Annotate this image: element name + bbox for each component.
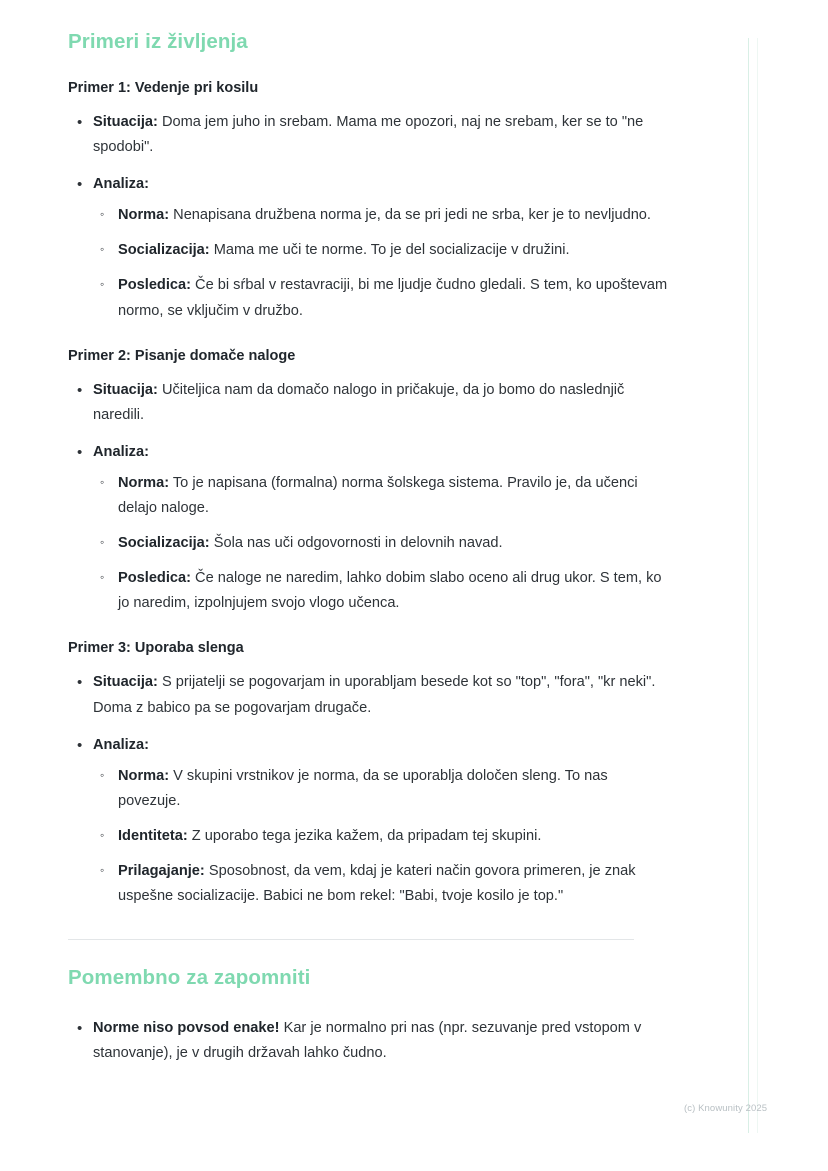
item-lead: Analiza: — [93, 736, 149, 753]
sub-bullet-icon: ◦ — [100, 207, 105, 222]
bullet-icon: • — [77, 114, 83, 131]
sub-bullet-icon: ◦ — [100, 570, 105, 585]
remember-list — [68, 1016, 668, 1066]
item-lead: Situacija: — [93, 114, 158, 130]
list-item — [68, 670, 668, 720]
sub-list-item — [93, 273, 668, 323]
item-lead: Situacija: — [93, 674, 158, 691]
bullet-icon: • — [77, 381, 83, 399]
item-lead: Situacija: — [93, 381, 158, 398]
sub-item-text: Šola nas uči odgovornosti in delovnih navad. — [209, 535, 503, 552]
sub-item-lead: Identiteta: — [118, 827, 188, 844]
sub-item-text: Z uporabo tega jezika kažem, da pripadam tej skupini. — [187, 827, 542, 844]
example-list-2 — [68, 378, 668, 617]
section-title-examples: Primeri iz življenja — [68, 30, 248, 53]
footer-credit: (c) Knowunity 2025 — [684, 1103, 768, 1114]
sub-item-text: To je napisana (formalna) norma šolskega sistema. Pravilo je, da učenci delajo naloge. — [118, 474, 638, 517]
item-text: Kar je normalno pri nas (npr. sezuvanje pred vstopom v stanovanje), je v drugih državah lahko čudno. — [93, 1020, 642, 1062]
sub-bullet-icon: ◦ — [100, 767, 105, 782]
sub-item-lead: Socializacija: — [118, 535, 210, 552]
sub-item-text: Nenapisana družbena norma je, da se pri jedi ne srba, ker je to nevljudno. — [169, 207, 651, 224]
sub-item-text: Če bi sŕbal v restavraciji, bi me ljudje čudno gledali. S tem, ko upoštevam normo, se vključim v družbo. — [118, 277, 668, 319]
example-heading-3: Primer 3: Uporaba slenga — [68, 640, 244, 657]
example-block-3 — [68, 640, 668, 909]
list-item — [68, 110, 668, 160]
sub-item-text: Sposobnost, da vem, kdaj je kateri način govora primeren, je znak uspešne socializacije. Babici ne bom rekel: "Babi, tvoje kosilo je top." — [118, 862, 636, 905]
section-divider — [68, 939, 634, 940]
document-content — [68, 30, 668, 1088]
sub-item-text: Če naloge ne naredim, lahko dobim slabo oceno ali drug ukor. S tem, ko jo naredim, izpolnjujem svojo vlogo učenca. — [118, 570, 662, 612]
example-list-1 — [68, 110, 668, 324]
sub-item-lead: Prilagajanje: — [118, 862, 205, 879]
example-heading-1: Primer 1: Vedenje pri kosilu — [68, 80, 259, 96]
sub-item-lead: Posledica: — [118, 277, 191, 294]
example-sublist-2 — [93, 471, 668, 616]
sub-list-item — [93, 471, 668, 521]
sub-item-lead: Socializacija: — [118, 242, 210, 259]
sub-list-item — [93, 203, 668, 228]
item-text: Doma jem juho in srebam. Mama me opozori, naj ne srebam, ker se to "ne spodobi". — [93, 114, 644, 156]
list-item — [68, 1016, 668, 1066]
sub-list-item — [93, 238, 668, 263]
example-sublist-3 — [93, 764, 668, 909]
list-item — [68, 378, 668, 428]
sub-bullet-icon: ◦ — [100, 242, 105, 257]
item-lead: Norme niso povsod enake! — [93, 1020, 280, 1037]
bullet-icon: • — [77, 443, 83, 461]
item-lead: Analiza: — [93, 443, 149, 460]
sub-list-item — [93, 859, 668, 909]
sub-item-lead: Norma: — [118, 207, 170, 224]
sub-item-text: Mama me uči te norme. To je del socializacije v družini. — [209, 242, 570, 259]
sub-bullet-icon: ◦ — [100, 827, 105, 842]
sub-list-item — [93, 531, 668, 556]
sub-bullet-icon: ◦ — [100, 862, 105, 877]
item-lead: Analiza: — [93, 176, 149, 193]
sub-bullet-icon: ◦ — [100, 277, 105, 292]
example-heading-2: Primer 2: Pisanje domače naloge — [68, 347, 296, 364]
example-block-1 — [68, 80, 668, 324]
sub-list-item — [93, 566, 668, 616]
list-item — [68, 172, 668, 323]
list-item — [68, 440, 668, 617]
sub-bullet-icon: ◦ — [100, 474, 105, 489]
bullet-icon: • — [77, 176, 83, 194]
bullet-icon: • — [77, 674, 83, 692]
bullet-icon: • — [77, 1020, 83, 1038]
sub-item-lead: Posledica: — [118, 570, 191, 587]
list-item — [68, 733, 668, 910]
item-text: S prijatelji se pogovarjam in uporabljam besede kot so "top", "fora", "kr neki". Doma z babico pa se pogovarjam drugače. — [93, 674, 656, 716]
sub-item-lead: Norma: — [118, 767, 170, 784]
sub-item-lead: Norma: — [118, 474, 170, 491]
page-edge-line-primary — [748, 38, 749, 1133]
section-title-remember: Pomembno za zapomniti — [68, 966, 311, 990]
sub-list-item — [93, 824, 668, 849]
example-sublist-1 — [93, 203, 668, 323]
sub-item-text: V skupini vrstnikov je norma, da se uporablja določen sleng. To nas povezuje. — [118, 767, 608, 809]
bullet-icon: • — [77, 736, 83, 754]
page-edge-line-secondary — [757, 38, 758, 1133]
example-block-2 — [68, 348, 668, 617]
item-text: Učiteljica nam da domačo nalogo in pričakuje, da jo bomo do naslednjič naredili. — [93, 381, 625, 423]
example-list-3 — [68, 670, 668, 909]
sub-bullet-icon: ◦ — [100, 535, 105, 550]
sub-list-item — [93, 764, 668, 814]
page-right-edge-band — [748, 0, 828, 1171]
